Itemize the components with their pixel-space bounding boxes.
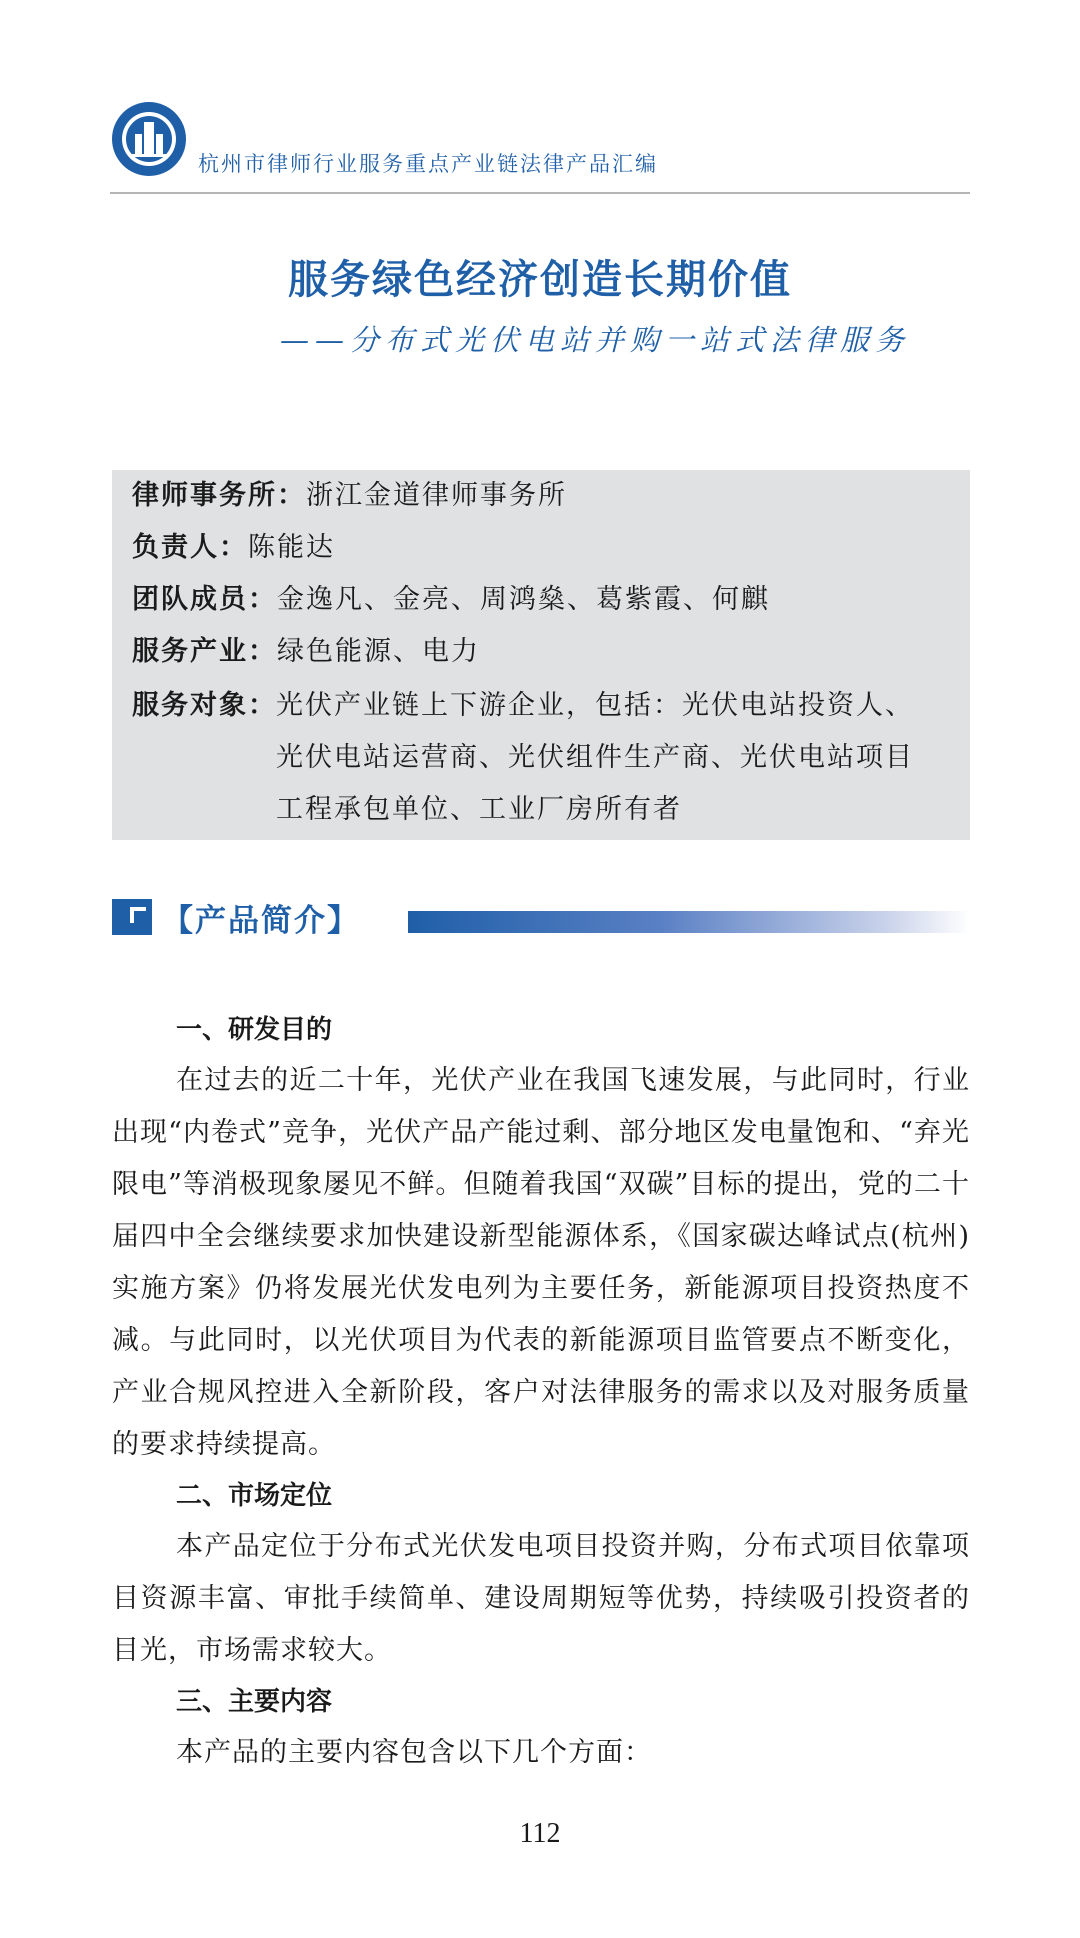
page-header xyxy=(110,100,970,196)
info-key: 服务产业： xyxy=(132,636,277,667)
header-divider xyxy=(110,192,970,194)
info-row-team xyxy=(132,574,770,626)
heading-purpose: 一、研发目的 xyxy=(176,1015,333,1045)
paragraph-market: 本产品定位于分布式光伏发电项目投资并购，分布式项目依靠项目资源丰富、审批手续简单、建设周期短等优势，持续吸引投资者的目光，市场需求较大。 xyxy=(112,1531,970,1666)
body-content xyxy=(112,1005,970,1779)
section-gradient-bar xyxy=(408,911,970,933)
section-header xyxy=(112,895,970,943)
info-row-firm xyxy=(132,470,567,522)
info-value: 金逸凡、金亮、周鸿燊、葛紫霞、何麒 xyxy=(277,584,770,615)
heading-market: 二、市场定位 xyxy=(176,1481,333,1511)
info-value: 浙江金道律师事务所 xyxy=(306,480,567,511)
info-box xyxy=(112,470,970,840)
paragraph-content: 本产品的主要内容包含以下几个方面： xyxy=(176,1737,652,1768)
section-square-icon xyxy=(112,899,152,935)
info-value: 陈能达 xyxy=(248,532,335,563)
header-title: 杭州市律师行业服务重点产业链法律产品汇编 xyxy=(198,152,658,176)
heading-content: 三、主要内容 xyxy=(176,1687,333,1717)
page-subtitle: ——分布式光伏电站并购一站式法律服务 xyxy=(280,323,911,357)
page-number: 112 xyxy=(519,1818,561,1849)
info-row-lead xyxy=(132,522,335,574)
info-key: 团队成员： xyxy=(132,584,277,615)
info-key: 负责人： xyxy=(132,532,248,563)
section-title: 【产品简介】 xyxy=(162,903,360,939)
info-value: 绿色能源、电力 xyxy=(277,636,480,667)
info-target-line: 光伏产业链上下游企业，包括：光伏电站投资人、 xyxy=(276,690,914,721)
paragraph-purpose: 在过去的近二十年，光伏产业在我国飞速发展，与此同时，行业出现“内卷式”竞争，光伏产品产能过剩、部分地区发电量饱和、“弃光限电”等消极现象屡见不鲜。但随着我国“双碳”目标的提出，党的二十届四中全会继续要求加快建设新型能源体系，《国家碳达峰试点(杭州)实施方案》仍将发展光伏发电列为主要任务，新能源项目投资热度不减。与此同时，以光伏项目为代表的新能源项目监管要点不断变化，产业合规风控进入全新阶段，客户对法律服务的需求以及对服务质量的要求持续提高。 xyxy=(112,1065,970,1460)
info-key: 律师事务所： xyxy=(132,480,306,511)
info-row-industry xyxy=(132,626,480,678)
info-target-line: 光伏电站运营商、光伏组件生产商、光伏电站项目 xyxy=(276,742,914,773)
page-title: 服务绿色经济创造长期价值 xyxy=(288,257,792,303)
info-key: 服务对象： xyxy=(132,690,277,721)
info-target-lines xyxy=(276,680,956,836)
info-target-line: 工程承包单位、工业厂房所有者 xyxy=(276,794,682,825)
association-logo-icon xyxy=(110,100,188,178)
